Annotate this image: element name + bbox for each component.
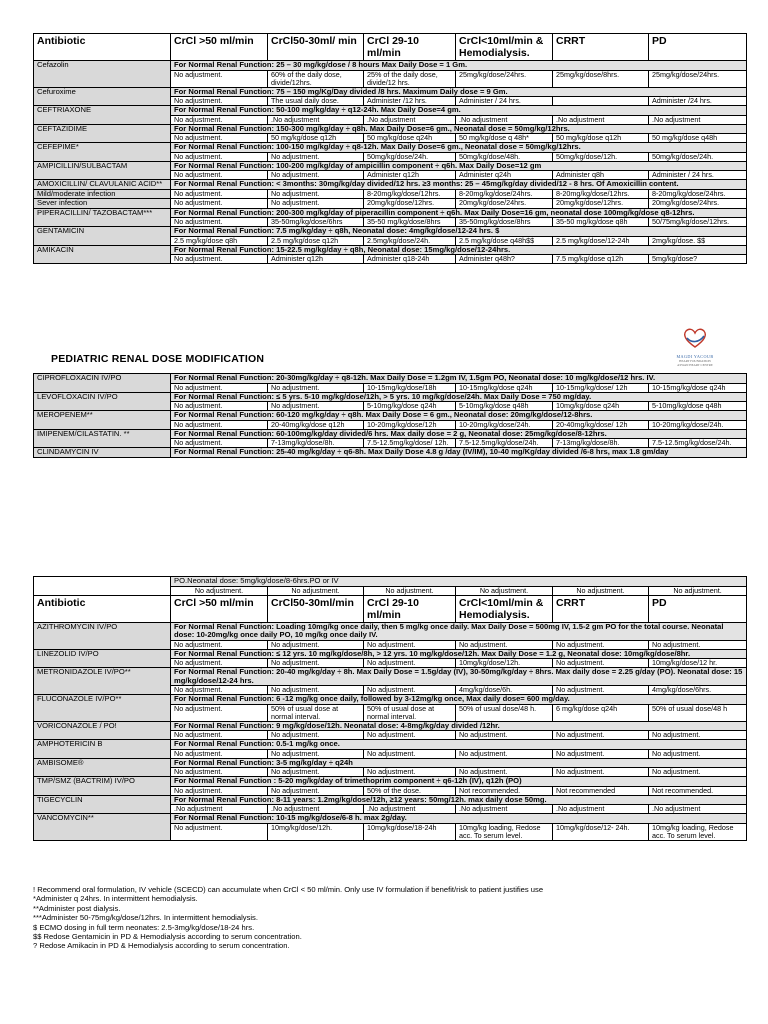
drug-row <box>34 180 747 190</box>
drug-row <box>34 814 747 824</box>
drug-name: CIPROFLOXACIN IV/PO <box>34 374 171 393</box>
dose-cell: No adjustment. <box>553 640 649 649</box>
dose-cell: 50 mg/kg/dose q 48h* <box>456 134 553 143</box>
dose-cell: No adjustment. <box>268 786 364 795</box>
dose-cell: 5-10mg/kg/dose q48h <box>456 402 553 411</box>
drug-name: Cefuroxime <box>34 87 171 106</box>
drug-row <box>34 758 747 768</box>
column-header: CrCl50-30ml/ min <box>268 34 364 61</box>
drug-row <box>34 622 747 640</box>
dose-cell: 10-15mg/kg/dose/18h <box>364 383 456 392</box>
normal-renal-function: For Normal Renal Function: 50-100 mg/kg/day ÷ q12-24h. Max Daily Dose=4 gm. <box>171 106 747 116</box>
drug-name: Cefazolin <box>34 61 171 88</box>
dose-cell: No adjustment. <box>268 749 364 758</box>
dose-cell: 10-15mg/kg/dose q24h <box>649 383 747 392</box>
dose-cell: No adjustment. <box>268 731 364 740</box>
dose-cell: .No adjustment <box>364 115 456 124</box>
dose-cell: .No adjustment <box>171 805 268 814</box>
dose-cell: 35-50mg/kg/dose/6hrs <box>268 218 364 227</box>
drug-row <box>34 374 747 384</box>
normal-renal-function: For Normal Renal Function: 200-300 mg/kg/day of piperacillin component ÷ q6h. Max Daily Dose=16 gm, neonatal dose 100mg/kg/dose q8-12hrs. <box>171 208 747 218</box>
dose-cell: 50% of usual dose at normal interval. <box>268 704 364 721</box>
column-header: CrCl50-30ml/min <box>268 595 364 622</box>
dose-cell: 7.5 mg/kg/dose q12h <box>553 255 649 264</box>
drug-row <box>34 795 747 805</box>
dose-cell: No adjustment. <box>364 659 456 668</box>
dose-cell: No adjustment. <box>268 171 364 180</box>
dose-cell: No adjustment. <box>171 218 268 227</box>
drug-name: AMPHOTERICIN B <box>34 740 171 759</box>
dose-cell: 8-20mg/kg/dose/12hrs. <box>553 189 649 199</box>
dose-cell: No adjustment. <box>364 768 456 777</box>
normal-renal-function: For Normal Renal Function : 5-20 mg/kg/day of trimethoprim component ÷ q6-12h (IV), q12h (PO) <box>171 777 747 787</box>
continuation-label <box>34 577 171 596</box>
normal-renal-function: For Normal Renal Function: 6 -12 mg/kg once daily, followed by 3-12mg/kg once, Max daily dose= 600 mg/day. <box>171 695 747 705</box>
normal-renal-function: For Normal Renal Function: 25-40 mg/kg/day ÷ q6-8h. Max Daily Dose 4.8 g /day (IV/IM), 10-40 mg/Kg/day divided /6-8 hrs, max 1.8 gm/day <box>171 448 747 458</box>
footnotes <box>33 885 746 951</box>
dose-cell: 10mg/kg/dose/12 hr. <box>649 659 747 668</box>
dose-cell: .No adjustment <box>649 115 747 124</box>
drug-row <box>34 124 747 134</box>
dose-cell: No adjustment. <box>171 640 268 649</box>
dose-cell: No adjustment. <box>171 823 268 840</box>
dose-cell: 60% of the daily dose, divide/12hrs. <box>268 70 364 87</box>
dose-cell: No adjustment. <box>649 749 747 758</box>
dose-cell: No adjustment. <box>553 749 649 758</box>
dose-cell: 5-10mg/kg/dose q24h <box>364 402 456 411</box>
dose-cell: No adjustment. <box>171 402 268 411</box>
normal-renal-function: For Normal Renal Function: < 3months: 30mg/kg/day divided/12 hrs. ≥3 months: 25 – 45mg/kg/day divided/12 - 8 hrs. Of Amoxicillin content. <box>171 180 747 190</box>
dose-cell: 10-15mg/kg/dose q24h <box>456 383 553 392</box>
heart-logo-icon <box>681 327 709 349</box>
dose-cell: 20-40mg/kg/dose/ 12h <box>553 420 649 429</box>
dose-cell: No adjustment. <box>171 171 268 180</box>
continuation-row <box>34 577 747 587</box>
drug-name: FLUCONAZOLE IV/PO** <box>34 695 171 722</box>
drug-row <box>34 695 747 705</box>
drug-row <box>34 668 747 686</box>
dose-cell: 7.5-12.5mg/kg/dose/24h. <box>456 439 553 448</box>
column-header: CrCl 29-10 ml/min <box>364 34 456 61</box>
dose-cell: 5-10mg/kg/dose q48h <box>649 402 747 411</box>
dose-cell: No adjustment. <box>171 659 268 668</box>
dose-cell: No adjustment. <box>171 439 268 448</box>
dose-cell: 10-20mg/kg/dose/12h <box>364 420 456 429</box>
dose-cell: No adjustment. <box>171 383 268 392</box>
dose-cell: 50mg/kg/dose/24h. <box>364 152 456 161</box>
drug-name: CEFTAZIDIME <box>34 124 171 143</box>
dose-cell: 8-20mg/kg/dose/12hrs. <box>364 189 456 199</box>
footnote: ? Redose Amikacin in PD & Hemodialysis according to serum concentration. <box>33 941 290 951</box>
dose-cell: 25mg/kg/dose/24hrs. <box>456 70 553 87</box>
dose-cell: No adjustment. <box>268 199 364 209</box>
drug-row <box>34 721 747 731</box>
dose-cell: 4mg/kg/dose/6h. <box>456 686 553 695</box>
dose-cell: 50/75mg/kg/dose/12hrs. <box>649 218 747 227</box>
dose-cell: No adjustment. <box>553 686 649 695</box>
drug-row <box>34 392 747 402</box>
dose-cell: 2.5mg/kg/dose/24h. <box>364 236 456 245</box>
drug-row <box>34 61 747 71</box>
drug-name: VANCOMYCIN** <box>34 814 171 841</box>
drug-name: CLINDAMYCIN IV <box>34 448 171 458</box>
dose-cell: 20mg/kg/dose/12hrs. <box>553 199 649 209</box>
dose-cell: 25% of the daily dose, divide/12 hrs. <box>364 70 456 87</box>
column-header: Antibiotic <box>34 595 171 622</box>
dose-cell: 25mg/kg/dose/8hrs. <box>553 70 649 87</box>
normal-renal-function: For Normal Renal Function: 8-11 years: 1.2mg/kg/dose/12h, ≥12 years: 50mg/12h. max daily dose 50mg. <box>171 795 747 805</box>
drug-name: VORICONAZOLE / PO! <box>34 721 171 740</box>
dose-cell: No adjustment. <box>456 586 553 595</box>
column-header: PD <box>649 595 747 622</box>
dose-cell: No adjustment. <box>649 731 747 740</box>
dose-cell: .No adjustment <box>268 805 364 814</box>
logo-sub2: ASWAN HEART CENTRE <box>677 363 713 367</box>
drug-row <box>34 245 747 255</box>
drug-row <box>34 106 747 116</box>
drug-name: GENTAMICIN <box>34 227 171 246</box>
renal-dose-table-2 <box>33 373 747 458</box>
dose-cell: 50% of usual dose/48 h <box>649 704 747 721</box>
dose-cell: No adjustment. <box>171 255 268 264</box>
dose-cell: No adjustment. <box>364 731 456 740</box>
normal-renal-function: For Normal Renal Function: 100-200 mg/kg/day of ampicillin component ÷ q6h. Max Daily Dose=12 gm <box>171 161 747 171</box>
logo-name: MAGDI YACOUB <box>676 354 714 359</box>
drug-name: CEFEPIME* <box>34 143 171 162</box>
dose-cell <box>553 97 649 106</box>
dose-cell: No adjustment. <box>364 640 456 649</box>
normal-renal-function: For Normal Renal Function: 100-150 mg/kg/day ÷ q8-12h. Max Daily Dose=6 gm., Neonatal dose = 50mg/kg/12hrs. <box>171 143 747 153</box>
dose-cell: 7.5-12.5mg/kg/dose/ 12h. <box>364 439 456 448</box>
dose-cell: 25mg/kg/dose/24hrs. <box>649 70 747 87</box>
normal-renal-function: For Normal Renal Function: 9 mg/kg/dose/12h. Neonatal dose: 4-8mg/kg/day divided /12hr. <box>171 721 747 731</box>
dose-cell: 10mg/kg loading, Redose acc. To serum level. <box>456 823 553 840</box>
dose-cell: No adjustment. <box>456 749 553 758</box>
normal-renal-function: For Normal Renal Function: 75 – 150 mg/Kg/Day divided /8 hrs. Maximum Daily dose = 9 Gm. <box>171 87 747 97</box>
drug-row <box>34 161 747 171</box>
normal-renal-function: For Normal Renal Function: 25 – 30 mg/kg/dose / 8 hours Max Daily Dose = 1 Gm. <box>171 61 747 71</box>
drug-name: TMP/SMZ (BACTRIM) IV/PO <box>34 777 171 796</box>
dose-cell: No adjustment. <box>171 115 268 124</box>
drug-name: AMIKACIN <box>34 245 171 264</box>
dose-cell: 35-50 mg/kg/dose/8hrs <box>364 218 456 227</box>
dose-cell: 50% of the dose. <box>364 786 456 795</box>
dose-cell: No adjustment. <box>171 70 268 87</box>
dose-cell: 20-40mg/kg/dose q12h <box>268 420 364 429</box>
drug-row <box>34 429 747 439</box>
dose-cell: Administer / 24 hrs. <box>649 171 747 180</box>
dose-cell: No adjustment. <box>456 768 553 777</box>
dose-cell: No adjustment. <box>364 749 456 758</box>
dose-cell: No adjustment. <box>171 199 268 209</box>
drug-name: PIPERACILLIN/ TAZOBACTAM*** <box>34 208 171 227</box>
dose-cell: No adjustment. <box>553 659 649 668</box>
dose-cell: 2mg/kg/dose. $$ <box>649 236 747 245</box>
normal-renal-function: For Normal Renal Function: 20-30mg/kg/day ÷ q8-12h. Max Daily Dose = 1.2gm IV, 1.5gm PO, Neonatal dose: 10 mg/kg/dose/12 hrs. IV. <box>171 374 747 384</box>
dose-cell: No adjustment. <box>268 640 364 649</box>
column-header: CrCl >50 ml/min <box>171 34 268 61</box>
dose-cell: No adjustment. <box>171 189 268 199</box>
dose-cell: 35-50mg/kg/dose/8hrs <box>456 218 553 227</box>
dose-cell: No adjustment. <box>553 731 649 740</box>
drug-name: METRONIDAZOLE IV/PO** <box>34 668 171 695</box>
footnote: *Administer q 24hrs. In intermittent hemodialysis. <box>33 894 198 904</box>
header-row <box>34 595 747 622</box>
dose-cell: 20mg/kg/dose/24hrs. <box>456 199 553 209</box>
drug-name: TIGECYCLIN <box>34 795 171 814</box>
dose-cell: Administer q8h <box>553 171 649 180</box>
dose-cell: 10mg/kg/dose/12h. <box>456 659 553 668</box>
dose-cell: 8-20mg/kg/dose/24hrs. <box>649 189 747 199</box>
dose-cell: 2.5 mg/kg/dose q48h$$ <box>456 236 553 245</box>
dose-cell: .No adjustment <box>553 805 649 814</box>
dose-cell: 2.5 mg/kg/dose q8h <box>171 236 268 245</box>
dose-cell: No adjustment. <box>171 731 268 740</box>
column-header: Antibiotic <box>34 34 171 61</box>
normal-renal-function: For Normal Renal Function: 60-100mg/kg/day divided/6 hrs. Max daily dose = 2 g, Neonatal dose: 25mg/kg/dose/8-12hrs. <box>171 429 747 439</box>
drug-name: MEROPENEM** <box>34 411 171 430</box>
dose-cell: 20mg/kg/dose/24hrs. <box>649 199 747 209</box>
column-header: CRRT <box>553 34 649 61</box>
dose-cell: Not recommended. <box>456 786 553 795</box>
normal-renal-function: For Normal Renal Function: 60-120 mg/kg/day ÷ q8h. Max Daily Dose = 6 gm., Neonatal dose: 20mg/kg/dose/12-8hrs. <box>171 411 747 421</box>
drug-row <box>34 87 747 97</box>
drug-row <box>34 448 747 458</box>
dose-cell: No adjustment. <box>553 768 649 777</box>
dose-cell: 50 mg/kg/dose q12h <box>268 134 364 143</box>
dose-cell: No adjustment. <box>364 586 456 595</box>
drug-row <box>34 143 747 153</box>
column-header: CrCl<10ml/min & Hemodialysis. <box>456 595 553 622</box>
dose-cell: No adjustment. <box>171 586 268 595</box>
dose-cell: No adjustment. <box>171 152 268 161</box>
drug-row <box>34 411 747 421</box>
dose-cell: 10mg/kg/dose/18-24h <box>364 823 456 840</box>
normal-renal-function: For Normal Renal Function: 10-15 mg/kg/dose/6-8 h. max 2g/day. <box>171 814 747 824</box>
dose-cell: 50% of usual dose/48 h. <box>456 704 553 721</box>
column-header: CRRT <box>553 595 649 622</box>
dose-cell: No adjustment. <box>171 97 268 106</box>
dose-cell: No adjustment. <box>649 640 747 649</box>
drug-name: Mild/moderate infection <box>34 189 171 199</box>
footnote: $ ECMO dosing in full term neonates: 2.5-3mg/kg/dose/18-24 hrs. <box>33 922 255 932</box>
dose-cell: No adjustment. <box>268 402 364 411</box>
dose-cell: 2.5 mg/kg/dose q12h <box>268 236 364 245</box>
drug-name: AMPICILLIN/SULBACTAM <box>34 161 171 180</box>
dose-cell: No adjustment. <box>171 686 268 695</box>
dose-cell: .No adjustment <box>456 115 553 124</box>
normal-renal-function: For Normal Renal Function: ≤ 12 yrs. 10 mg/kg/dose/8h, > 12 yrs. 10 mg/kg/dose/12h. Max Daily Dose = 1.2 g, Neonatal dose: 10mg/kg/dose/8hr. <box>171 649 747 659</box>
dose-cell: No adjustment. <box>268 659 364 668</box>
drug-name: AZITHROMYCIN IV/PO <box>34 622 171 649</box>
dose-cell: 35-50 mg/kg/dose q8h <box>553 218 649 227</box>
dose-cell: No adjustment. <box>553 586 649 595</box>
dose-cell: 10mg/kg/dose/12- 24h. <box>553 823 649 840</box>
dose-cell: .No adjustment <box>649 805 747 814</box>
dose-cell: 10-20mg/kg/dose/24h. <box>456 420 553 429</box>
logo-sub1: HEART FOUNDATION <box>679 359 711 363</box>
dose-cell: No adjustment. <box>268 686 364 695</box>
dose-cell: 8-20mg/kg/dose/24hrs. <box>456 189 553 199</box>
foundation-logo <box>664 327 726 371</box>
dose-cell: No adjustment. <box>171 786 268 795</box>
column-header: PD <box>649 34 747 61</box>
drug-name: LEVOFLOXACIN IV/PO <box>34 392 171 411</box>
footnote: **Administer post dialysis. <box>33 903 121 913</box>
dose-cell: .No adjustment <box>268 115 364 124</box>
dose-cell: 50mg/kg/dose/24h. <box>649 152 747 161</box>
dose-cell: Administer q18-24h <box>364 255 456 264</box>
dose-cell: 6 mg/kg/dose q24h <box>553 704 649 721</box>
header-row <box>34 34 747 61</box>
drug-name: Sever infection <box>34 199 171 209</box>
footnote: ***Administer 50-75mg/kg/dose/12hrs. In intermittent hemodialysis. <box>33 913 258 923</box>
dose-cell: 50 mg/kg/dose q24h <box>364 134 456 143</box>
dose-cell: Administer q12h <box>268 255 364 264</box>
dose-cell: Not recommended <box>553 786 649 795</box>
drug-name: IMIPENEM/CILASTATIN. ** <box>34 429 171 448</box>
normal-renal-function: For Normal Renal Function: ≤ 5 yrs. 5-10 mg/kg/dose/12h, > 5 yrs. 10 mg/kg/dose/24h. Max Daily Dose = 750 mg/day. <box>171 392 747 402</box>
dose-cell: Administer /12 hrs. <box>364 97 456 106</box>
dose-cell: No adjustment. <box>649 768 747 777</box>
dose-cell: Administer /24 hrs. <box>649 97 747 106</box>
dose-cell: 7-13mg/kg/dose/8h. <box>553 439 649 448</box>
dose-cell: .No adjustment <box>364 805 456 814</box>
dose-cell: 50 mg/kg/dose q48h <box>649 134 747 143</box>
dose-cell: Administer q12h <box>364 171 456 180</box>
dose-cell: 10mg/kg/dose q24h <box>553 402 649 411</box>
drug-name: CEFTRIAXONE <box>34 106 171 125</box>
dose-cell: 10-20mg/kg/dose/24h. <box>649 420 747 429</box>
page-title: PEDIATRIC RENAL DOSE MODIFICATION <box>51 353 265 365</box>
normal-renal-function: For Normal Renal Function: 0.5-1 mg/kg once. <box>171 740 747 750</box>
dose-cell: 5mg/kg/dose? <box>649 255 747 264</box>
dose-cell: 10mg/kg/dose/12h. <box>268 823 364 840</box>
dose-cell: No adjustment. <box>456 640 553 649</box>
dose-cell: 50mg/kg/dose/48h. <box>456 152 553 161</box>
dose-cell: 2.5 mg/kg/dose/12-24h <box>553 236 649 245</box>
normal-renal-function: For Normal Renal Function: 150-300 mg/kg/day ÷ q8h. Max Daily Dose=6 gm., Neonatal dose = 50mg/kg/12hrs. <box>171 124 747 134</box>
dose-cell: 4mg/kg/dose/6hrs. <box>649 686 747 695</box>
dose-cell: No adjustment. <box>649 586 747 595</box>
column-header: CrCl >50 ml/min <box>171 595 268 622</box>
dose-cell: Administer q24h <box>456 171 553 180</box>
dose-cell: No adjustment. <box>171 704 268 721</box>
dose-cell: No adjustment. <box>364 686 456 695</box>
dose-cell: No adjustment. <box>456 731 553 740</box>
dose-cell: The usual daily dose. <box>268 97 364 106</box>
footnote: ! Recommend oral formulation, IV vehicle (SCECD) can accumulate when CrCl < 50 ml/min. Only use IV formulation if benefit/risk to patient justifies use <box>33 885 544 894</box>
dose-row <box>34 189 747 199</box>
normal-renal-function: For Normal Renal Function: 15-22.5 mg/kg/day ÷ q8h, Neonatal dose: 15mg/kg/dose/12-24hrs. <box>171 245 747 255</box>
dose-cell: No adjustment. <box>268 189 364 199</box>
dose-cell: 10mg/kg loading, Redose acc. To serum level. <box>649 823 747 840</box>
drug-row <box>34 208 747 218</box>
dose-cell: Administer / 24 hrs. <box>456 97 553 106</box>
dose-cell: No adjustment. <box>171 768 268 777</box>
dose-cell: 7.5-12.5mg/kg/dose/24h. <box>649 439 747 448</box>
dose-cell: Administer q48h? <box>456 255 553 264</box>
column-header: CrCl 29-10 ml/min <box>364 595 456 622</box>
dose-cell: 50mg/kg/dose/12h. <box>553 152 649 161</box>
dose-cell: No adjustment. <box>268 768 364 777</box>
dose-cell: .No adjustment <box>553 115 649 124</box>
normal-renal-function: For Normal Renal Function: 3-5 mg/kg/day ÷ q24h <box>171 758 747 768</box>
dose-cell: No adjustment. <box>268 383 364 392</box>
dose-cell: No adjustment. <box>268 586 364 595</box>
renal-dose-table-1 <box>33 33 747 264</box>
renal-dose-table-3 <box>33 576 747 841</box>
dose-cell: Not recommended. <box>649 786 747 795</box>
drug-name: LINEZOLID IV/PO <box>34 649 171 668</box>
drug-row <box>34 649 747 659</box>
dose-cell: 50 mg/kg/dose q12h <box>553 134 649 143</box>
dose-cell: 50% of usual dose at normal interval. <box>364 704 456 721</box>
dose-cell: No adjustment. <box>268 152 364 161</box>
drug-row <box>34 777 747 787</box>
drug-row <box>34 740 747 750</box>
drug-name: AMBISOME® <box>34 758 171 777</box>
column-header: CrCl<10ml/min & Hemodialysis. <box>456 34 553 61</box>
dose-cell: .No adjustment <box>456 805 553 814</box>
dose-cell: 20mg/kg/dose/12hrs. <box>364 199 456 209</box>
drug-row <box>34 227 747 237</box>
dose-cell: No adjustment. <box>171 134 268 143</box>
drug-name: AMOXICILLIN/ CLAVULANIC ACID** <box>34 180 171 190</box>
dose-cell: No adjustment. <box>171 420 268 429</box>
dose-cell: No adjustment. <box>171 749 268 758</box>
normal-renal-function: For Normal Renal Function: Loading 10mg/kg once daily, then 5 mg/kg once daily. Max Daily Dose = 500mg IV, 1.5-2 gm PO for the total course. Neonatal dose: 10-20mg/kg once daily PO, 10 mg/kg once daily IV. <box>171 622 747 640</box>
normal-renal-function: For Normal Renal Function: 20-40 mg/kg/day ÷ 8h. Max Daily Dose = 1.5g/day (IV), 30-50mg/kg/day ÷ 8hrs. Max daily dose = 2.25 g/day (PO). Neonatal dose: 15 mg/kg/dose/12-24 hrs. <box>171 668 747 686</box>
neonatal-dose-continuation: PO.Neonatal dose: 5mg/kg/dose/8-6hrs.PO or IV <box>171 577 747 587</box>
footnote: $$ Redose Gentamicin in PD & Hemodialysis according to serum concentration. <box>33 932 302 942</box>
dose-cell: 7-13mg/kg/dose/8h. <box>268 439 364 448</box>
normal-renal-function: For Normal Renal Function: 7.5 mg/kg/day ÷ q8h, Neonatal dose: 4mg/kg/dose/12-24 hrs. $ <box>171 227 747 237</box>
dose-row <box>34 199 747 209</box>
dose-cell: 10-15mg/kg/dose/ 12h <box>553 383 649 392</box>
